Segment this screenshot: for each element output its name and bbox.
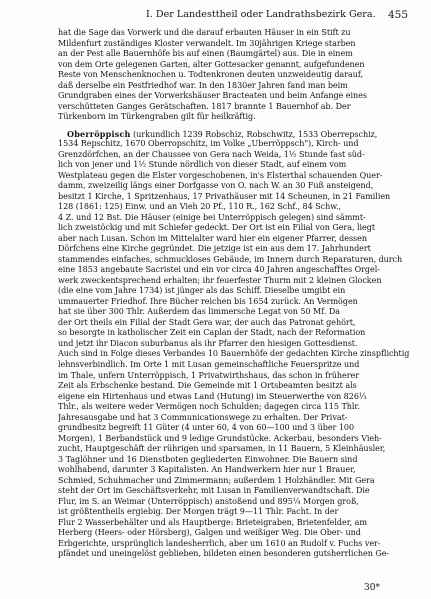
text-line: damm, zweizeilig längs einer Dorfgasse von O. nach W. an 30 Fuß ansteigend, xyxy=(58,181,374,191)
text-line: grundbesitz begreift 11 Güter (4 unter 60, 4 von 60—100 und 3 über 100 xyxy=(58,423,355,433)
entry-head-word: Oberröppisch xyxy=(67,128,131,139)
text-line: ist größtentheils ergiebig. Der Morgen trägt 9—11 Thlr. Pacht. In der xyxy=(58,507,339,517)
text-line: steht der Ort im Geschäftsverkehr, mit Lusan in Familienverwandtschaft. Die xyxy=(58,486,370,496)
signature-mark: 30* xyxy=(364,583,380,593)
text-line: hat die Sage das Vorwerk und die darauf erbauten Häuser in ein Stift zu xyxy=(58,28,351,37)
text-line: verschütteten Ganges Gerätschaften. 1817 brannte 1 Bauernhof ab. Der xyxy=(58,101,351,111)
text-line: Herberg (Heers- oder Hörsberg), Galgen und weißiger Weg. Die Ober- und xyxy=(58,528,361,538)
text-line: Flur, im S. an Weimar (Unterröppisch) anstoßend und 895¼ Morgen groß, xyxy=(58,496,359,506)
page-number: 455 xyxy=(387,9,408,21)
text-line: der Ort theils ein Filial der Stadt Gera war, der auch das Patronat gehört, xyxy=(58,317,356,327)
text-line: Jahresausgabe und hat 3 Communicationswege zu erhalten. Der Privat- xyxy=(58,412,348,422)
text-line: aber nach Lusan. Schon im Mittelalter ward hier ein eigener Pfarrer, dessen xyxy=(58,233,367,243)
text-line: Dörfchens eine Kirche gegründet. Die jetzige ist ein aus dem 17. Jahrhundert xyxy=(58,244,371,254)
body-text xyxy=(58,28,411,560)
text-line: daß derselbe ein Pestfriedhof war. In den 1830er Jahren fand man beim xyxy=(58,80,348,90)
text-line: Mildenfurt zuständiges Kloster verwandelt. Im 30jährigen Kriege starben xyxy=(58,38,356,48)
text-line: Erbgerichte, ursprünglich landesherrlich, aber um 1610 an Rudolf v. Fuchs ver- xyxy=(58,538,381,548)
running-title: I. Der Landesttheil oder Landrathsbezirk Gera. xyxy=(146,9,376,20)
text-line: lich von jener und 1½ Stunde nördlich von dieser Stadt, auf einem vom xyxy=(58,160,347,170)
text-line: 4 Z. und 12 Bst. Die Häuser (einige bei Unterröppisch gelegen) sind sämmt- xyxy=(58,212,366,222)
text-line: Schmied, Schuhmacher und Zimmermann; außerdem 1 Holzhändler. Mit Gera xyxy=(58,475,375,485)
text-line: so besorgte in katholischer Zeit ein Caplan der Stadt, nach der Reformation xyxy=(58,328,366,338)
paragraph-1 xyxy=(58,28,411,123)
text-line: lehnsverbindlich. Im Orte 1 mit Lusan gemeinschaftliche Feuerspritze und xyxy=(58,359,360,369)
text-line: an der Pest alle Bauernhöfe bis auf einen (Baumgärtel) aus. Die in einem xyxy=(58,49,353,59)
text-line: wohlhabend, darunter 3 Kapitalisten. An Handwerkern hier nur 1 Brauer, xyxy=(58,465,356,475)
text-line: Auch sind in Folge dieses Verbandes 10 Bauernhöfe der gedachten Kirche zinspflichtig xyxy=(58,349,410,359)
text-line: (die eine vom Jahre 1734) ist jünger als das Schiff. Dieselbe umgibt ein xyxy=(58,286,346,296)
text-line: besitzt 1 Kirche, 1 Spritzenhaus, 17 Privathäuser mit 14 Scheunen, in 21 Familien xyxy=(58,191,391,201)
text-line: zucht, Hauptgeschäft der rührigen und sparsamen, in 11 Bauern, 5 Kleinhäusler, xyxy=(58,444,386,454)
paragraph-2 xyxy=(58,129,411,560)
text-line: Thlr., als weitere weder Vermögen noch Schulden; dagegen circa 115 Thlr. xyxy=(58,402,360,412)
text-line: lich zweistöckig und mit Schiefer gedeckt. Der Ort ist ein Filial von Gera, liegt xyxy=(58,223,376,233)
text-line: Grundgraben eines der Vorwerkshäuser Bracteaten und beim Anfange eines xyxy=(58,91,367,101)
text-line: Zeit als Erbschenke bestand. Die Gemeinde mit 1 Ortsbeamten besitzt als xyxy=(58,381,357,391)
text-line: und jetzt ihr Diacon suburbanus als ihr Pfarrer den hiesigen Gottesdienst. xyxy=(58,338,358,348)
text-line: hat sie über 300 Thlr. Außerdem das limmersche Legat von 50 Mf. Da xyxy=(58,307,341,317)
text-line: Flur 2 Wasserbehälter und als Hauptberge: Brieteigraben, Brietenfelder, am xyxy=(58,517,367,527)
paragraph-2-first-line xyxy=(58,129,411,140)
text-line: werk zweckentsprechend erhalten; ihr feuerfester Thurm mit 2 kleinen Glocken xyxy=(58,275,382,285)
text-line: 3 Taglöhner und 16 Dienstboten gegliederten Einwohner. Die Bauern sind xyxy=(58,454,358,464)
text-line: Türkenborn im Türkengraben gilt für heilkräftig. xyxy=(58,112,256,122)
text-line: 128 (1861: 125) Einw. und an Vieh 20 Pf., 110 R., 162 Schf., 84 Schw., xyxy=(58,202,342,212)
text-line: im Thale, unfern Unterröppisch, 1 Privatwirthshaus, das schon in früherer xyxy=(58,370,360,380)
entry-head-line-rest: (urkundlich 1239 Robschiz, Robschwitz, 1533 Oberrepschiz, xyxy=(130,129,378,139)
text-line: stammendes einfaches, schmuckloses Gebäude, im Innern durch Reparaturen, durch xyxy=(58,254,403,264)
text-line: pfändet und uneingelöst geblieben, bildeten einen besonderen gutsherrlichen Ge- xyxy=(58,549,390,559)
text-line: 1534 Repschitz, 1670 Oberropschitz, im Volke „Uberröppsch"), Kirch- und xyxy=(58,139,359,149)
text-line: Grenzdörfchen, an der Chaussee von Gera nach Weida, 1½ Stunde fast süd- xyxy=(58,149,365,159)
text-line: eigene ein Hirtenhaus und etwas Land (Hutung) im Steuerwerthe von 826⅓ xyxy=(58,391,367,401)
text-line: Reste von Menschenknochen u. Todtenkronen deuten unzweideutig darauf, xyxy=(58,70,363,80)
text-line: ummauerter Friedhof. Ihre Bücher reichen bis 1654 zurück. An Vermögen xyxy=(58,296,358,306)
running-header xyxy=(58,8,408,22)
text-line: Westplateau gegen die Elster vorgeschobenen, in's Elsterthal schauenden Quer- xyxy=(58,170,383,180)
text-line: Morgen), 1 Berbandstück und 9 ledige Grundstücke. Ackerbau, besonders Vieh- xyxy=(58,433,382,443)
text-line: von dem Orte gelegenen Garten, alter Gottesacker genannt, aufgefundenen xyxy=(58,59,365,69)
text-line: eine 1853 angebaute Sacristei und ein vor circa 40 Jahren angeschafftes Orgel- xyxy=(58,265,380,275)
